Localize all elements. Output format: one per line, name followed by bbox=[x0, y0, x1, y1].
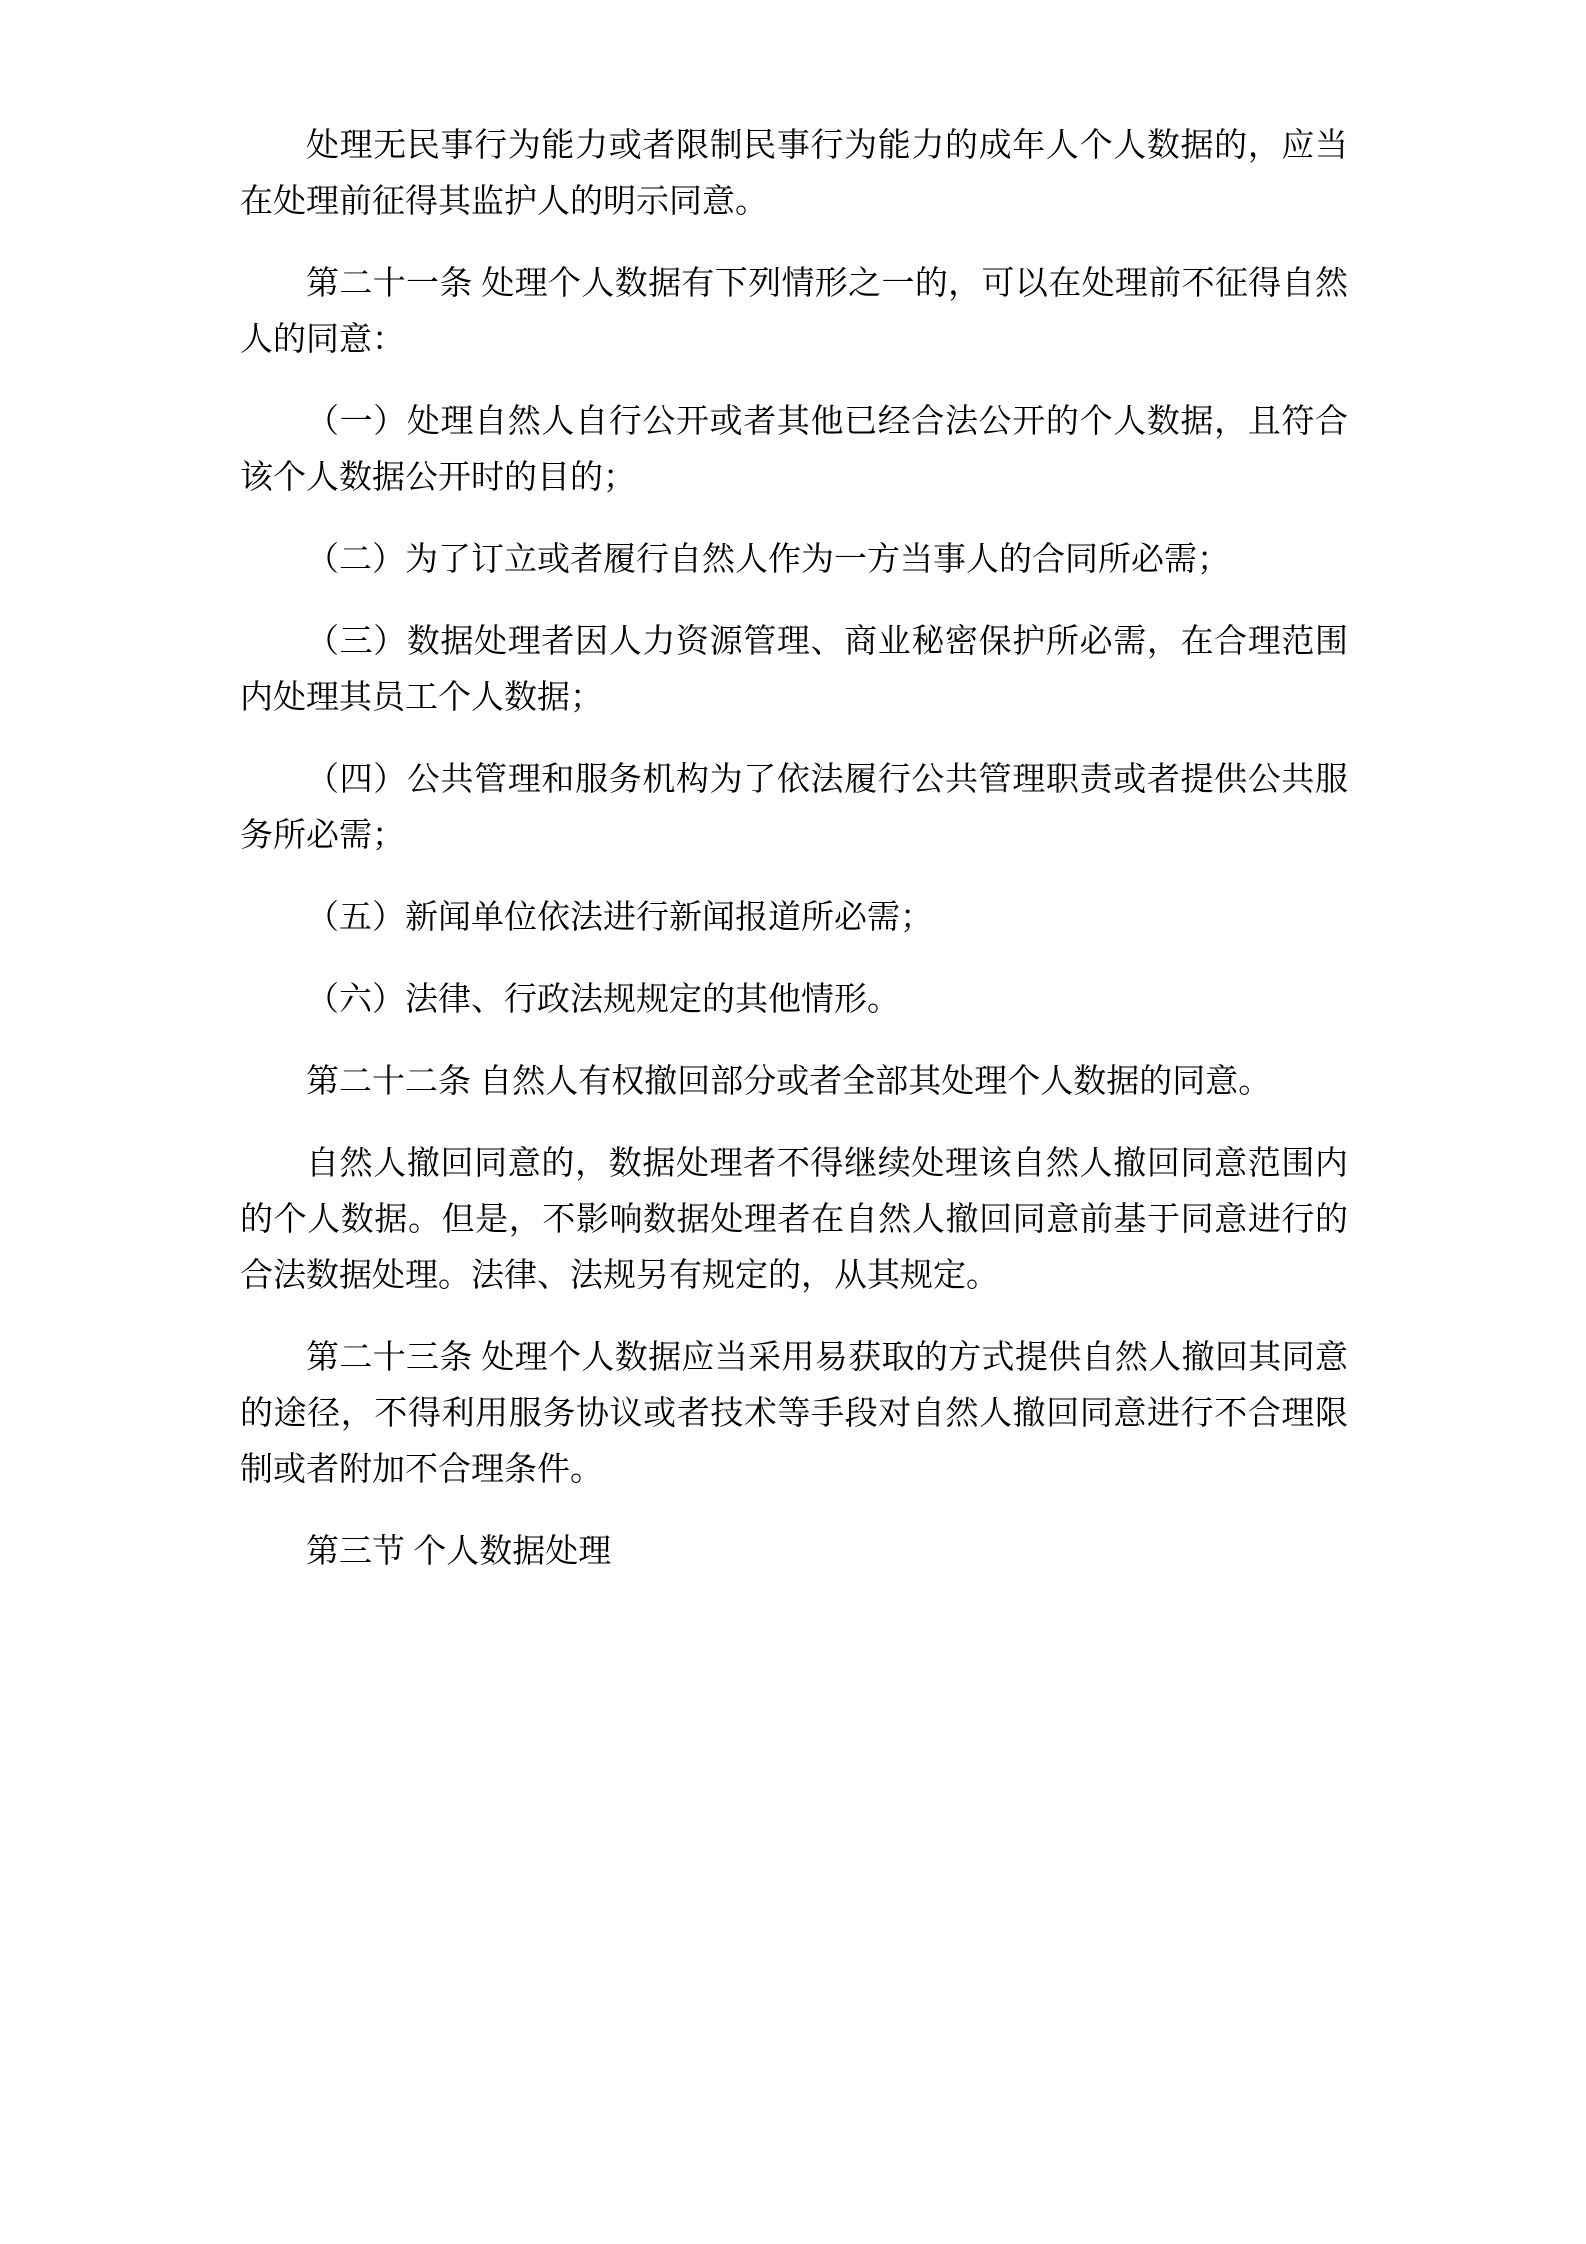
paragraph-article-21-item-4: （四）公共管理和服务机构为了依法履行公共管理职责或者提供公共服务所必需； bbox=[240, 762, 1348, 854]
paragraph-article-21-item-1: （一）处理自然人自行公开或者其他已经合法公开的个人数据，且符合该个人数据公开时的目的； bbox=[240, 404, 1348, 496]
document-text-column bbox=[240, 118, 1348, 1580]
paragraph-article-21-item-5: （五）新闻单位依法进行新闻报道所必需； bbox=[306, 900, 933, 936]
section-heading-3: 第三节 个人数据处理 bbox=[306, 1534, 612, 1570]
paragraph-article-21: 第二十一条 处理个人数据有下列情形之一的，可以在处理前不征得自然人的同意： bbox=[240, 266, 1348, 358]
paragraph-guardian-consent: 处理无民事行为能力或者限制民事行为能力的成年人个人数据的，应当在处理前征得其监护人的明示同意。 bbox=[240, 128, 1348, 220]
paragraph-article-21-item-2: （二）为了订立或者履行自然人作为一方当事人的合同所必需； bbox=[306, 542, 1230, 578]
paragraph-article-21-item-3: （三）数据处理者因人力资源管理、商业秘密保护所必需，在合理范围内处理其员工个人数据； bbox=[240, 624, 1348, 716]
paragraph-article-22: 第二十二条 自然人有权撤回部分或者全部其处理个人数据的同意。 bbox=[306, 1064, 1272, 1100]
paragraph-article-23: 第二十三条 处理个人数据应当采用易获取的方式提供自然人撤回其同意的途径，不得利用服务协议或者技术等手段对自然人撤回同意进行不合理限制或者附加不合理条件。 bbox=[240, 1340, 1348, 1488]
paragraph-article-22-continued: 自然人撤回同意的，数据处理者不得继续处理该自然人撤回同意范围内的个人数据。但是，不影响数据处理者在自然人撤回同意前基于同意进行的合法数据处理。法律、法规另有规定的，从其规定。 bbox=[240, 1146, 1348, 1294]
paragraph-article-21-item-6: （六）法律、行政法规规定的其他情形。 bbox=[306, 982, 900, 1018]
